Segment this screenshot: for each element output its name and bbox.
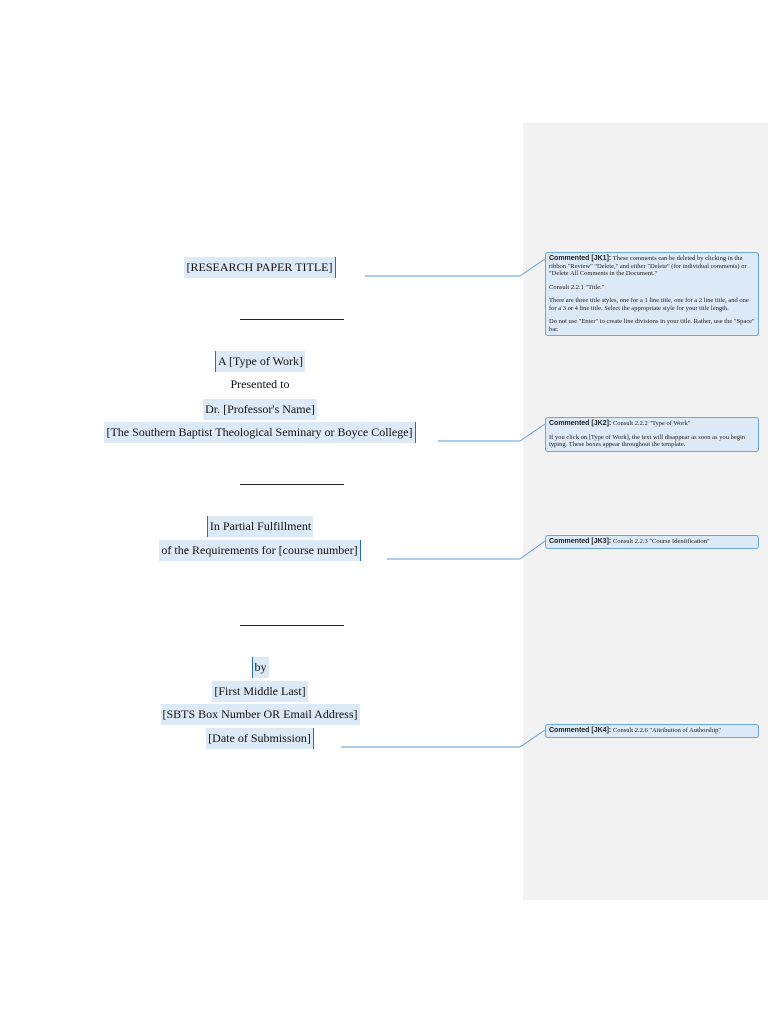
partial-fulfillment-text[interactable]: In Partial Fulfillment bbox=[207, 516, 313, 537]
fulfillment-line-1 bbox=[0, 516, 520, 537]
institution-line bbox=[0, 422, 520, 443]
professor-name-field[interactable]: Dr. [Professor's Name] bbox=[203, 399, 317, 420]
divider-rule-3 bbox=[240, 625, 344, 626]
comment-jk1-text-4: Do not use "Enter" to create line divisions in your title. Rather, use the "Space" bar. bbox=[549, 318, 755, 333]
comment-jk3-label: Commented [JK3]: bbox=[549, 538, 612, 545]
comment-jk2-text-1: Consult 2.2.2 "Type of Work" bbox=[612, 420, 691, 427]
comment-jk1-text-1: These comments can be deleted by clicking in the ribbon "Review" "Delete," and either "Delete" (for individual comments) or "Delete All Comments in the Document." bbox=[549, 255, 747, 277]
professor-line bbox=[0, 399, 520, 420]
comment-pane bbox=[523, 123, 768, 900]
institution-field[interactable]: [The Southern Baptist Theological Seminary or Boyce College] bbox=[104, 422, 415, 443]
author-line bbox=[0, 681, 520, 702]
course-number-field[interactable]: of the Requirements for [course number] bbox=[159, 540, 360, 561]
date-of-submission-field[interactable]: [Date of Submission] bbox=[206, 728, 314, 749]
comment-jk1-text-3: There are three title styles, one for a 1 line title, one for a 2 line title, and one for a 3 or 4 line title. Select the appropriate style for your title length. bbox=[549, 297, 749, 312]
comment-jk2-label: Commented [JK2]: bbox=[549, 420, 612, 427]
contact-line bbox=[0, 704, 520, 725]
comment-jk2[interactable] bbox=[545, 417, 759, 452]
comment-jk4[interactable] bbox=[545, 724, 759, 738]
comment-jk1[interactable] bbox=[545, 252, 759, 336]
divider-rule-2 bbox=[240, 484, 344, 485]
type-of-work-line bbox=[0, 351, 520, 372]
fulfillment-line-2 bbox=[0, 540, 520, 561]
presented-to-text: Presented to bbox=[230, 377, 290, 391]
comment-jk1-text-2: Consult 2.2.1 "Title." bbox=[549, 283, 605, 291]
divider-rule-1 bbox=[240, 319, 344, 320]
comment-jk3[interactable] bbox=[545, 535, 759, 549]
comment-jk2-text-2: If you click on [Type of Work], the text will disappear as soon as you begin typing. These boxes appear throughout the template. bbox=[549, 433, 746, 448]
comment-jk3-text-1: Consult 2.2.3 "Course Identification" bbox=[612, 538, 710, 545]
comment-jk4-text-1: Consult 2.2.6 "Attribution of Authorship" bbox=[612, 727, 722, 734]
presented-to-line bbox=[0, 375, 520, 393]
type-of-work-field[interactable]: A [Type of Work] bbox=[215, 351, 305, 372]
date-line bbox=[0, 728, 520, 749]
by-text[interactable]: by bbox=[252, 657, 269, 678]
comment-jk4-label: Commented [JK4]: bbox=[549, 727, 612, 734]
contact-field[interactable]: [SBTS Box Number OR Email Address] bbox=[161, 704, 360, 725]
author-name-field[interactable]: [First Middle Last] bbox=[212, 681, 307, 702]
by-line bbox=[0, 657, 520, 678]
comment-jk1-label: Commented [JK1]: bbox=[549, 255, 612, 262]
title-line bbox=[0, 257, 520, 278]
research-paper-title[interactable]: [RESEARCH PAPER TITLE] bbox=[184, 257, 335, 278]
